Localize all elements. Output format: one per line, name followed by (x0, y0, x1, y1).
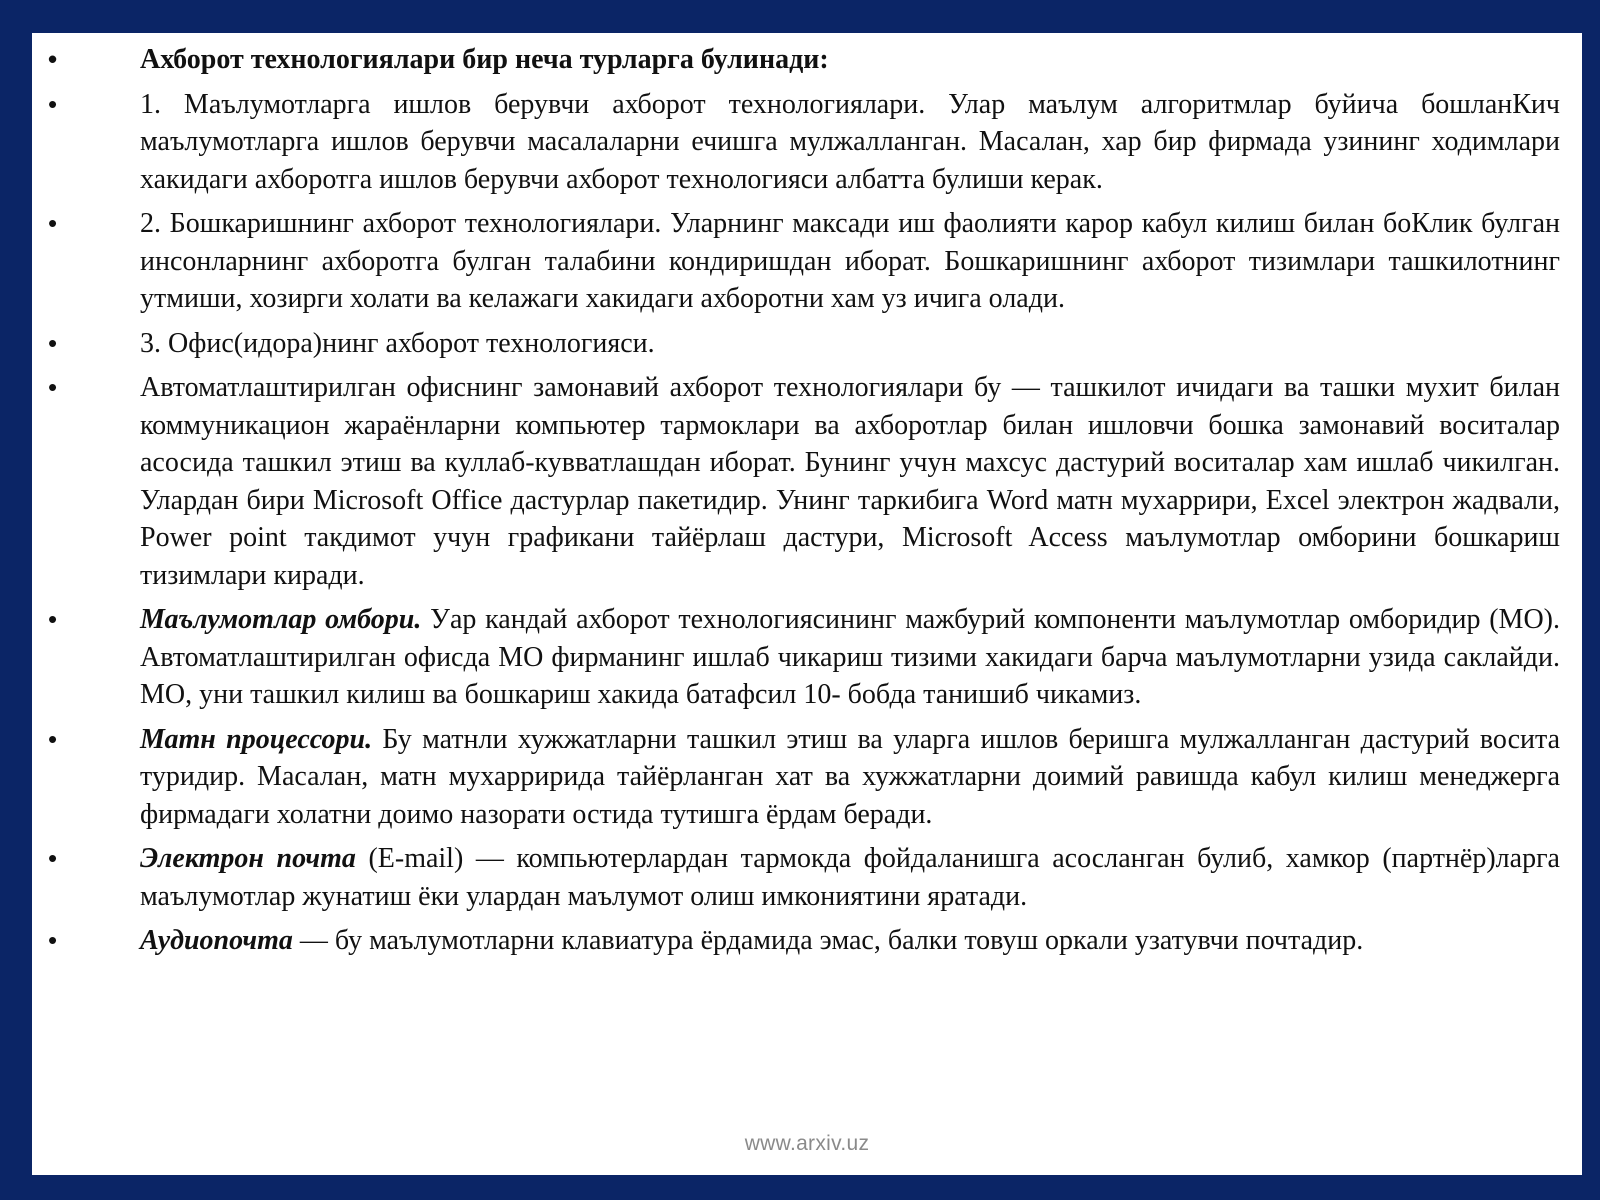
list-item (48, 369, 1560, 594)
bullet-icon: • (48, 88, 58, 119)
item-text: Ахборот технологиялари бир неча турларга булинади: (140, 44, 829, 75)
list-item (48, 601, 1560, 714)
bullet-icon: • (48, 44, 58, 74)
item-term: Матн процессори. (140, 723, 373, 755)
item-text: Бу матнли хужжатларни ташкил этиш ва уларга ишлов беришга мулжалланган дастурий восита туридир. Масалан, матн мухарририда тайёрланган хат ва хужжатларни доимий равишда кабул килиш менеджерга фирмадаги холатни доимо назорати остида тутишга ёрдам беради. (140, 723, 1561, 830)
item-text: — бу маълумотларни клавиатура ёрдамида эмас, балки товуш оркали узатувчи почтадир. (292, 925, 1364, 956)
item-text: 2. Бошкаришнинг ахборот технологиялари. Уларнинг максади иш фаолияти карор кабул килиш билан боКлик булган инсонларнинг ахборотга булган талабини кондиришдан иборат. Бошкаришнинг ахборот тизимлари ташкилотнинг утмиши, хозирги холати ва келажаги хакидаги ахборотни хам уз ичига олади. (140, 208, 1560, 314)
bullet-icon: • (48, 723, 58, 754)
item-term: Маълумотлар омбори. (140, 604, 422, 635)
bullet-icon: • (48, 327, 58, 358)
item-text: 3. Офис(идора)нинг ахборот технологияси. (140, 327, 655, 359)
list-item (48, 922, 1560, 960)
item-term: Аудиопочта (140, 925, 293, 956)
bullet-list (48, 41, 1560, 960)
list-item-heading (48, 41, 1560, 79)
slide-content (32, 33, 1582, 1175)
list-item (48, 325, 1560, 363)
item-text: Автоматлаштирилган офиснинг замонавий ахборот технологиялари бу — ташкилот ичидаги ва ташки мухит билан коммуникацион жараёнларни компьютер тармоклари ва ахборотлар билан ишловчи бошка замонавий воситалар асосида ташкил этиш ва куллаб-кувватлашдан иборат. Бунинг учун махсус дастурий воситалар хам ишлаб чикилган. Улардан бири Microsoft Office дастурлар пакетидир. Унинг таркибига Word матн мухаррири, Excel электрон жадвали, Power point такдимот учун графикани тайёрлаш дастури, Microsoft Access маълумотлар омборини бошкариш тизимлари киради. (140, 372, 1560, 591)
footer-watermark: www.arxiv.uz (744, 1132, 870, 1155)
bullet-icon: • (48, 604, 58, 634)
bullet-icon: • (48, 372, 58, 402)
item-text: 1. Маълумотларга ишлов берувчи ахборот технологиялари. Улар маълум алгоритмлар буйича бошланКич маълумотларга ишлов берувчи масалаларни ечишга мулжалланган. Масалан, хар бир фирмада узининг ходимлари хакидаги ахборотга ишлов берувчи ахборот технологияси албатта булиши керак. (140, 88, 1560, 195)
item-term: Электрон почта (140, 843, 356, 874)
list-item (48, 205, 1560, 318)
list-item (48, 840, 1560, 915)
list-item (48, 721, 1560, 834)
bullet-icon: • (48, 208, 58, 238)
item-text: Уар кандай ахборот технологиясининг мажбурий компоненти маълумотлар омборидир (МО). Автоматлаштирилган офисда МО фирманинг ишлаб чикариш тизими хакидаги барча маълумотларни узида саклайди. МО, уни ташкил килиш ва бошкариш хакида батафсил 10- бобда танишиб чикамиз. (140, 604, 1560, 710)
bullet-icon: • (48, 925, 58, 955)
list-item (48, 86, 1560, 199)
bullet-icon: • (48, 843, 58, 873)
item-text: (E-mail) — компьютерлардан тармокда фойдаланишга асосланган булиб, хамкор (партнёр)ларга маълумотлар жунатиш ёки улардан маълумот олиш имкониятини яратади. (140, 843, 1560, 912)
